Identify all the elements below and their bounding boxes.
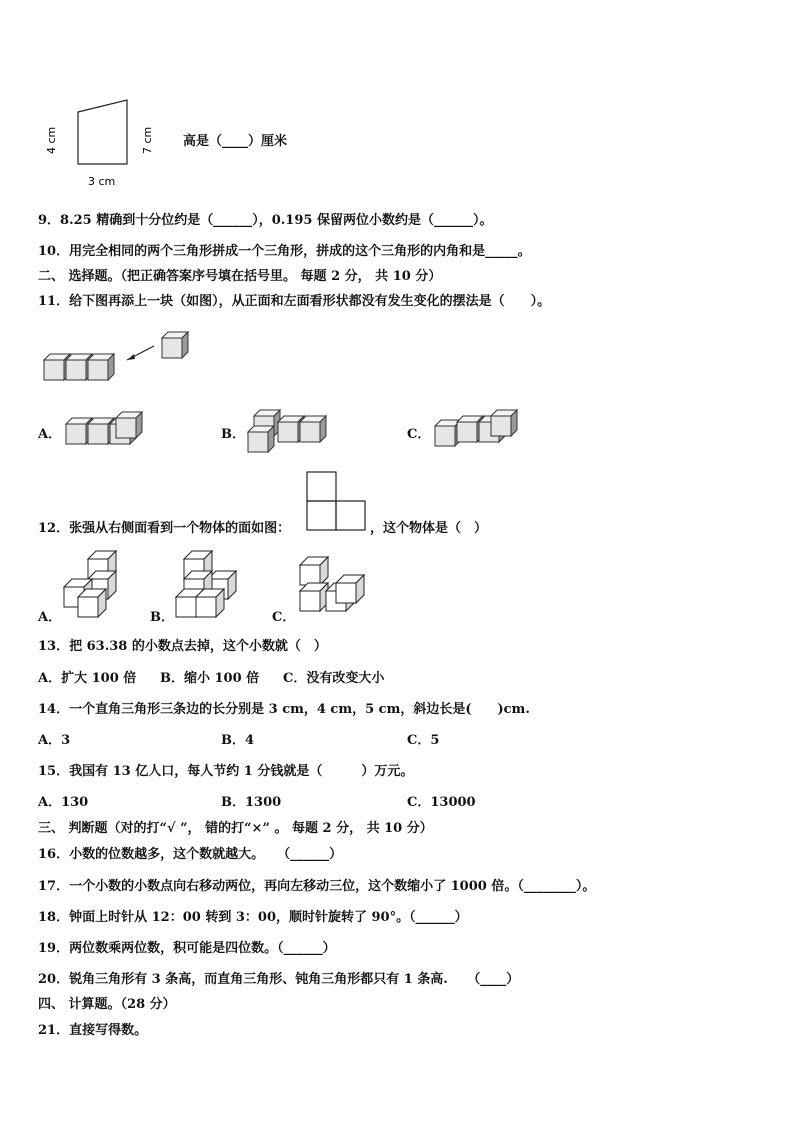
left-side-label: 4 cm bbox=[45, 126, 58, 154]
q11-option-c-figure bbox=[433, 408, 523, 448]
q15-option-c[interactable]: C．13000 bbox=[407, 795, 476, 810]
trapezoid-shape bbox=[78, 100, 127, 164]
q12-option-b-figure bbox=[174, 549, 254, 619]
question-15: 15．我国有 13 亿人口，每人节约 1 分钱就是（ ）万元。 bbox=[38, 764, 414, 779]
trapezoid-figure bbox=[38, 92, 178, 192]
q15-option-b[interactable]: B．1300 bbox=[221, 795, 282, 810]
question-10: 10．用完全相同的两个三角形拼成一个三角形，拼成的这个三角形的内角和是_____。 bbox=[38, 244, 531, 259]
section-2-heading: 二、 选择题。（把正确答案序号填在括号里。 每题 2 分， 共 10 分） bbox=[38, 269, 442, 284]
q14-option-a[interactable]: A．3 bbox=[38, 733, 71, 748]
q12-side-view-figure bbox=[305, 470, 369, 532]
q11-option-a[interactable]: A． bbox=[38, 427, 62, 442]
question-21: 21．直接写得数。 bbox=[38, 1023, 148, 1038]
height-question: 高是（____）厘米 bbox=[183, 134, 288, 149]
q11-option-a-figure bbox=[64, 410, 154, 446]
section-3-heading: 三、 判断题（对的打“√ ”， 错的打“×” 。 每题 2 分， 共 10 分） bbox=[38, 821, 433, 836]
question-13: 13．把 63.38 的小数点去掉，这个小数就（ ） bbox=[38, 639, 327, 654]
question-12-suffix: ，这个物体是（ ） bbox=[370, 521, 488, 536]
q11-reference-figure bbox=[42, 328, 202, 388]
q12-option-c[interactable]: C． bbox=[272, 610, 296, 625]
q12-option-a[interactable]: A． bbox=[38, 610, 62, 625]
question-16: 16．小数的位数越多，这个数就越大。 （______） bbox=[38, 847, 343, 862]
q12-option-c-figure bbox=[296, 555, 376, 621]
question-20: 20．锐角三角形有 3 条高，而直角三角形、钝角三角形都只有 1 条高. （____） bbox=[38, 972, 520, 987]
q11-option-c[interactable]: C． bbox=[407, 427, 431, 442]
q12-option-a-figure bbox=[62, 549, 132, 619]
question-18: 18．钟面上时针从 12：00 转到 3：00，顺时针旋转了 90°。（______） bbox=[38, 910, 468, 925]
q13-option-a[interactable]: A．扩大 100 倍 bbox=[38, 671, 137, 686]
question-11: 11．给下图再添上一块（如图），从正面和左面看形状都没有发生变化的摆法是（ ）。 bbox=[38, 294, 551, 309]
q14-option-c[interactable]: C．5 bbox=[407, 733, 440, 748]
q11-option-b-figure bbox=[246, 408, 336, 456]
question-17: 17．一个小数的小数点向右移动两位，再向左移动三位，这个数缩小了 1000 倍。（________）。 bbox=[38, 879, 596, 894]
question-12-prefix: 12．张强从右侧面看到一个物体的面如图： bbox=[38, 521, 291, 536]
q13-option-c[interactable]: C．没有改变大小 bbox=[283, 671, 385, 686]
q15-option-a[interactable]: A．130 bbox=[38, 795, 89, 810]
section-4-heading: 四、 计算题。（28 分） bbox=[38, 997, 176, 1012]
q11-option-b[interactable]: B． bbox=[221, 427, 245, 442]
question-19: 19．两位数乘两位数，积可能是四位数。（______） bbox=[38, 941, 336, 956]
right-side-label: 7 cm bbox=[141, 126, 154, 154]
bottom-side-label: 3 cm bbox=[88, 175, 116, 188]
q14-option-b[interactable]: B．4 bbox=[221, 733, 255, 748]
question-9: 9．8.25 精确到十分位约是（______），0.195 保留两位小数约是（______）。 bbox=[38, 213, 493, 228]
q13-option-b[interactable]: B．缩小 100 倍 bbox=[160, 671, 260, 686]
question-14: 14．一个直角三角形三条边的长分别是 3 cm，4 cm，5 cm，斜边长是( )cm. bbox=[38, 702, 530, 717]
q12-option-b[interactable]: B． bbox=[150, 610, 174, 625]
